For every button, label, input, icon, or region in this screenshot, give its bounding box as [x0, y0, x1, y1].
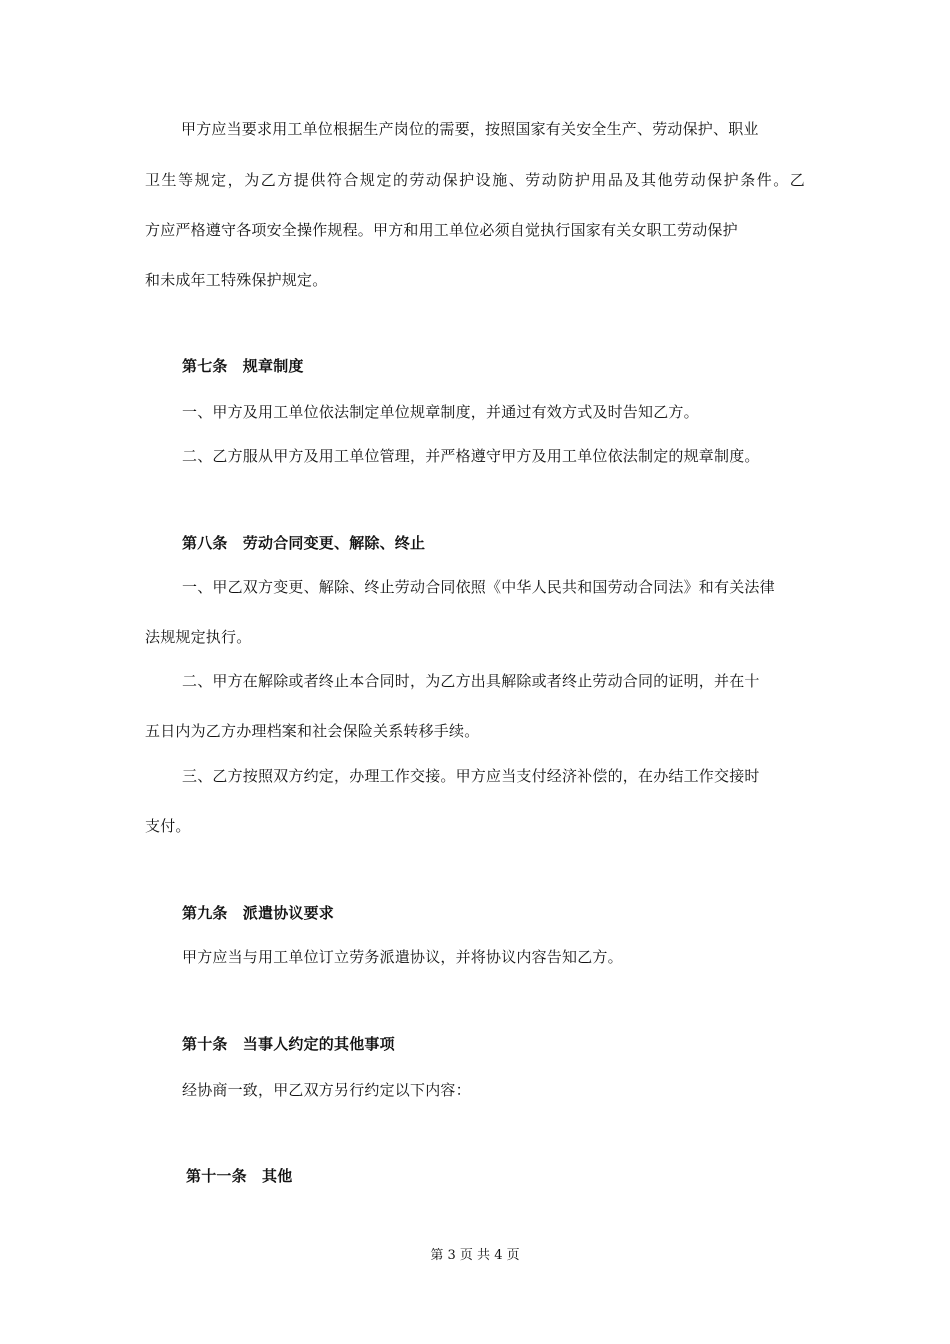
article-8-item-2-line-2: 五日内为乙方办理档案和社会保险关系转移手续。 — [145, 722, 480, 740]
safety-paragraph-line-4: 和未成年工特殊保护规定。 — [145, 271, 328, 289]
article-7-item-1: 一、甲方及用工单位依法制定单位规章制度，并通过有效方式及时告知乙方。 — [182, 403, 699, 421]
article-7-heading: 第七条 规章制度 — [182, 357, 304, 375]
article-8-item-2-line-1: 二、甲方在解除或者终止本合同时，为乙方出具解除或者终止劳动合同的证明，并在十 — [182, 672, 760, 690]
article-10-heading: 第十条 当事人约定的其他事项 — [182, 1035, 395, 1053]
article-7-item-2: 二、乙方服从甲方及用工单位管理，并严格遵守甲方及用工单位依法制定的规章制度。 — [182, 447, 760, 465]
safety-paragraph-line-1: 甲方应当要求用工单位根据生产岗位的需要，按照国家有关安全生产、劳动保护、职业 — [181, 120, 759, 138]
article-8-item-3-line-1: 三、乙方按照双方约定，办理工作交接。甲方应当支付经济补偿的，在办结工作交接时 — [182, 767, 760, 785]
article-8-item-3-line-2: 支付。 — [145, 817, 191, 835]
article-8-heading: 第八条 劳动合同变更、解除、终止 — [182, 534, 426, 552]
safety-paragraph-line-2: 卫生等规定，为乙方提供符合规定的劳动保护设施、劳动防护用品及其他劳动保护条件。乙 — [145, 171, 805, 189]
safety-paragraph-line-3: 方应严格遵守各项安全操作规程。甲方和用工单位必须自觉执行国家有关女职工劳动保护 — [145, 221, 738, 239]
article-8-item-1-line-1: 一、甲乙双方变更、解除、终止劳动合同依照《中华人民共和国劳动合同法》和有关法律 — [182, 578, 775, 596]
article-9-text: 甲方应当与用工单位订立劳务派遣协议，并将协议内容告知乙方。 — [182, 948, 623, 966]
article-9-heading: 第九条 派遣协议要求 — [182, 904, 335, 922]
article-8-item-1-line-2: 法规规定执行。 — [145, 628, 252, 646]
article-11-heading: 第十一条 其他 — [186, 1167, 293, 1185]
article-10-text: 经协商一致，甲乙双方另行约定以下内容： — [182, 1081, 471, 1099]
page-number-footer: 第 3 页 共 4 页 — [430, 1248, 520, 1263]
